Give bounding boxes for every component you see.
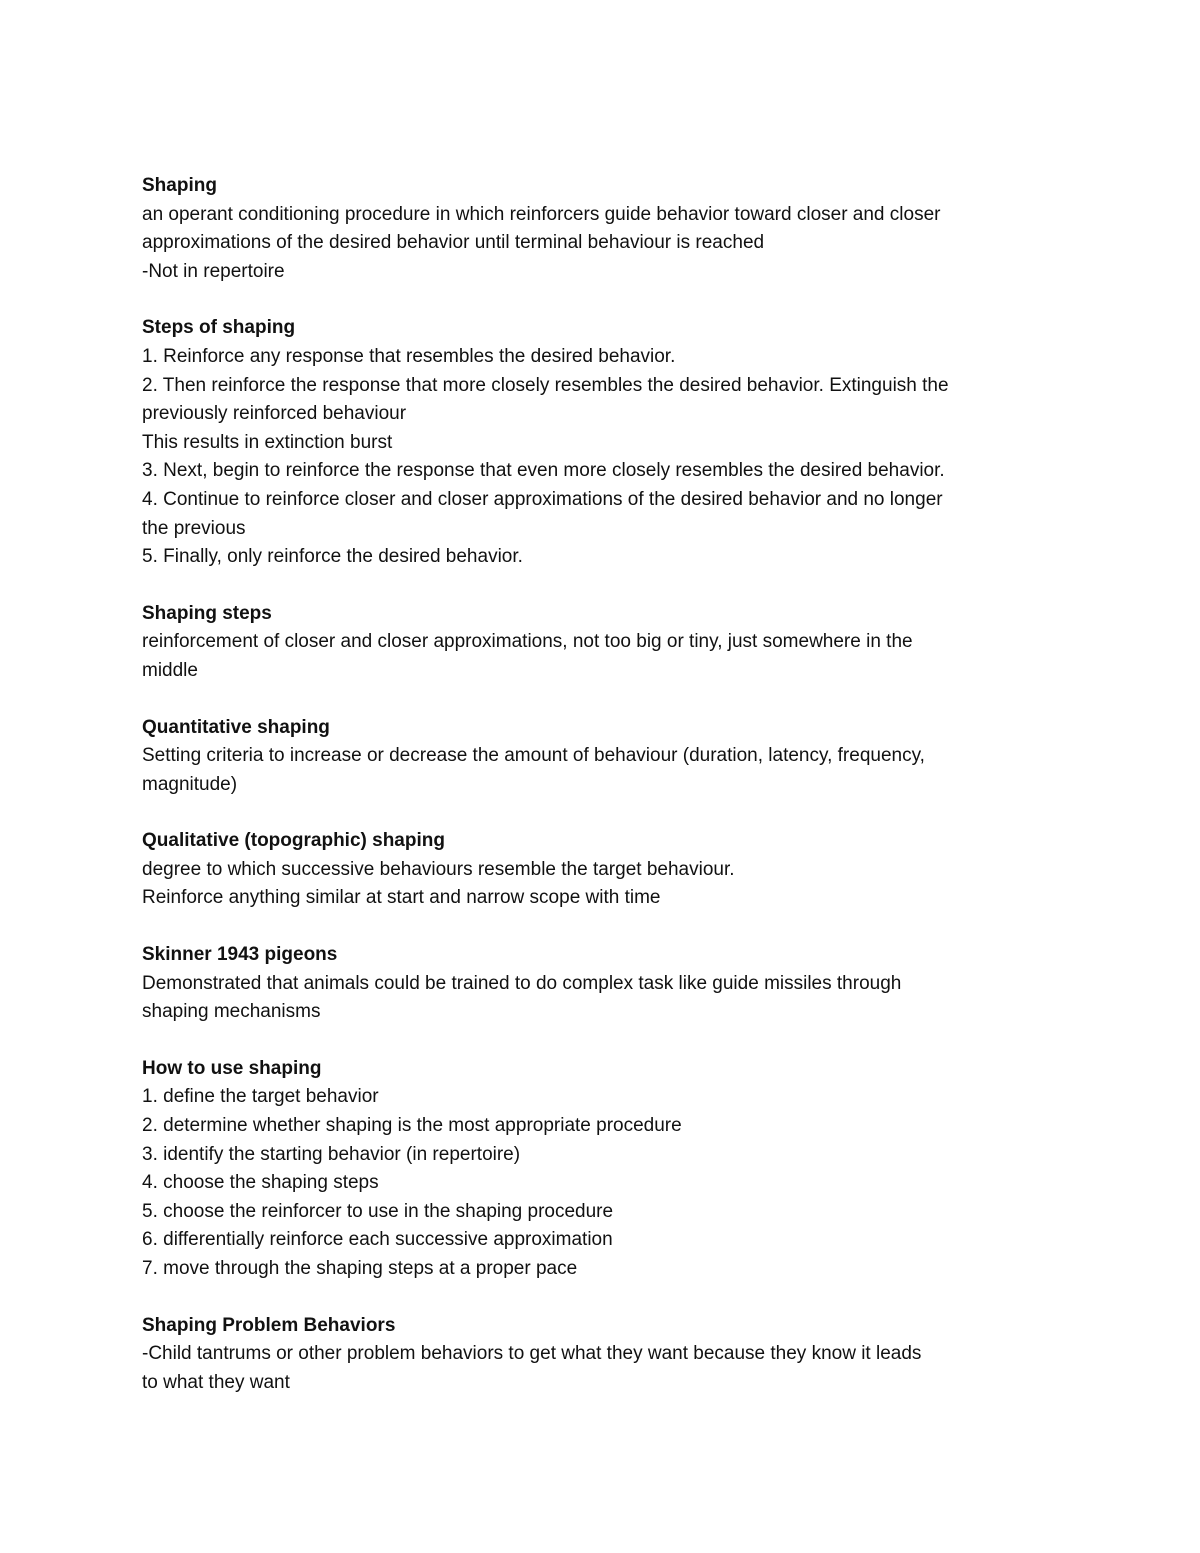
body-line: the previous	[142, 517, 246, 539]
section-heading: Qualitative (topographic) shaping	[142, 830, 445, 852]
document-page	[142, 172, 1082, 1425]
list-item: 2. determine whether shaping is the most appropriate procedure	[142, 1115, 682, 1137]
section-heading: Shaping	[142, 175, 217, 196]
section-heading: Shaping steps	[142, 602, 272, 624]
body-line: to what they want	[142, 1371, 290, 1393]
section-heading: Skinner 1943 pigeons	[142, 944, 338, 966]
section-heading: Quantitative shaping	[142, 716, 330, 738]
body-line: reinforcement of closer and closer approximations, not too big or tiny, just somewhere in the	[142, 631, 913, 653]
section-skinner-pigeons	[142, 941, 1082, 1027]
body-line: 2. Then reinforce the response that more closely resembles the desired behavior. Extinguish the	[142, 374, 949, 396]
list-item: 1. define the target behavior	[142, 1086, 379, 1108]
body-line: Setting criteria to increase or decrease the amount of behaviour (duration, latency, frequency,	[142, 745, 925, 767]
body-line: 3. Next, begin to reinforce the response that even more closely resembles the desired behavior.	[142, 460, 945, 482]
body-line: -Child tantrums or other problem behaviors to get what they want because they know it leads	[142, 1343, 922, 1365]
body-line: Demonstrated that animals could be trained to do complex task like guide missiles through	[142, 972, 902, 994]
body-line: magnitude)	[142, 773, 238, 795]
section-heading: Steps of shaping	[142, 317, 296, 339]
list-item: 4. choose the shaping steps	[142, 1172, 379, 1194]
body-line: 5. Finally, only reinforce the desired behavior.	[142, 546, 523, 568]
section-shaping	[142, 172, 1082, 286]
body-line: 4. Continue to reinforce closer and closer approximations of the desired behavior and no longer	[142, 488, 943, 510]
list-item: 6. differentially reinforce each successive approximation	[142, 1229, 613, 1251]
list-item: 3. identify the starting behavior (in repertoire)	[142, 1143, 521, 1165]
list-item: 7. move through the shaping steps at a proper pace	[142, 1258, 578, 1279]
body-line: approximations of the desired behavior until terminal behaviour is reached	[142, 232, 765, 254]
body-line: an operant conditioning procedure in which reinforcers guide behavior toward closer and closer	[142, 203, 941, 225]
section-how-to-use-shaping	[142, 1055, 1082, 1284]
body-line: degree to which successive behaviours resemble the target behaviour.	[142, 858, 735, 880]
body-line: previously reinforced behaviour	[142, 403, 407, 425]
body-line: shaping mechanisms	[142, 1001, 321, 1023]
section-steps-of-shaping	[142, 314, 1082, 571]
body-line: middle	[142, 659, 198, 681]
body-line: 1. Reinforce any response that resembles the desired behavior.	[142, 345, 676, 367]
section-heading: How to use shaping	[142, 1057, 322, 1079]
body-line: This results in extinction burst	[142, 431, 393, 453]
body-line: Reinforce anything similar at start and narrow scope with time	[142, 887, 661, 909]
list-item: 5. choose the reinforcer to use in the shaping procedure	[142, 1200, 614, 1222]
body-line: -Not in repertoire	[142, 260, 285, 282]
section-shaping-steps	[142, 600, 1082, 686]
section-shaping-problem-behaviors	[142, 1312, 1082, 1398]
section-qualitative-shaping	[142, 827, 1082, 913]
section-quantitative-shaping	[142, 714, 1082, 800]
section-heading: Shaping Problem Behaviors	[142, 1314, 396, 1336]
